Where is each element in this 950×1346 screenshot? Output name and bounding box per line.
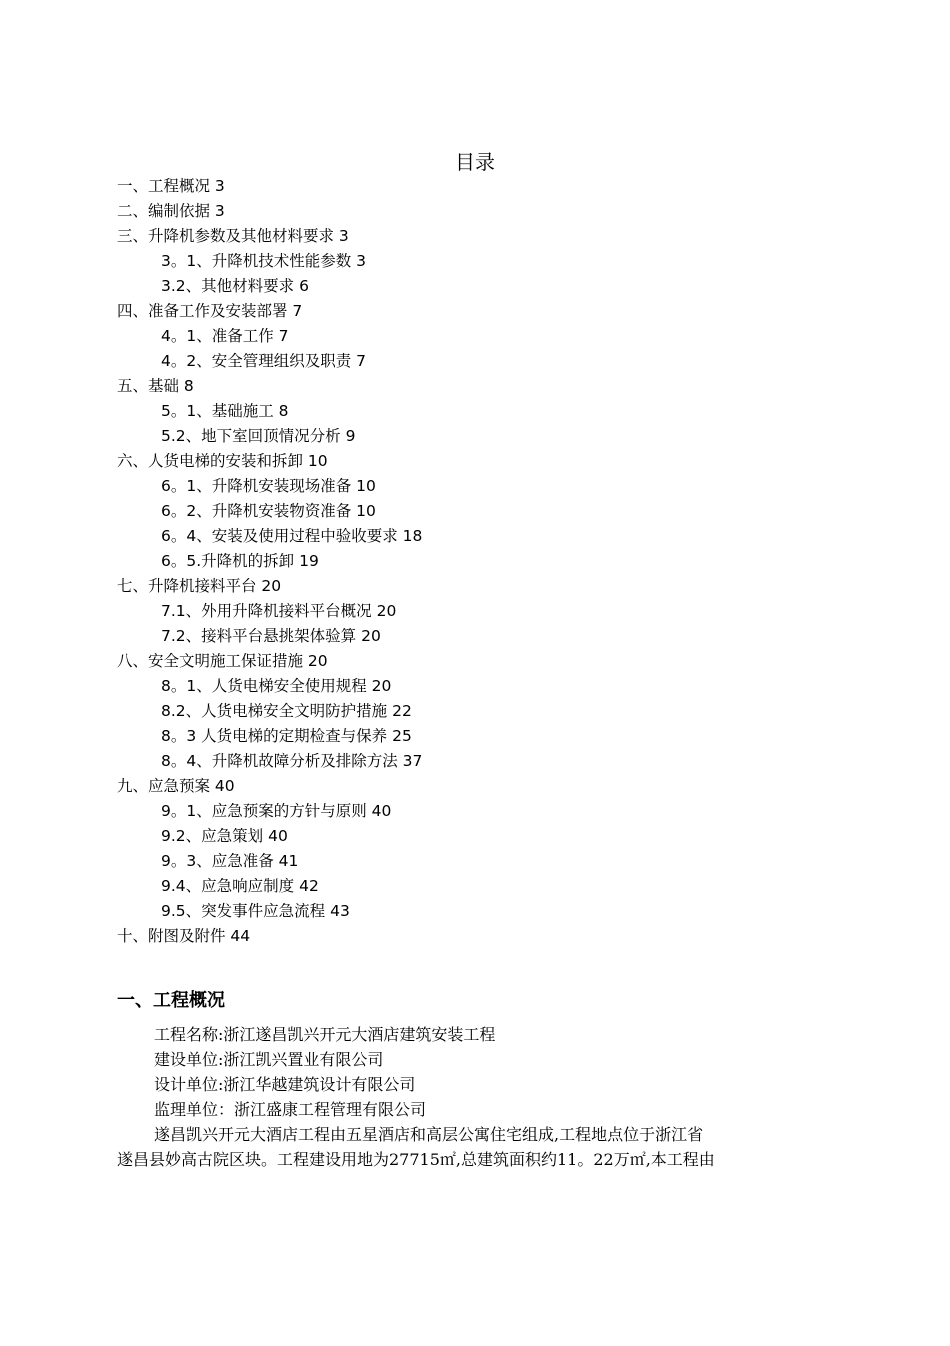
- toc-subentry[interactable]: 6。5.升降机的拆卸 19: [161, 552, 319, 570]
- section-body: [117, 1022, 835, 1172]
- toc-entry[interactable]: 六、人货电梯的安装和拆卸 10: [117, 452, 328, 470]
- toc-entry[interactable]: 八、安全文明施工保证措施 20: [117, 652, 328, 670]
- toc-entry[interactable]: 四、准备工作及安装部署 7: [117, 302, 303, 320]
- paragraph-line: 遂昌凯兴开元大酒店工程由五星酒店和高层公寓住宅组成,工程地点位于浙江省: [154, 1125, 704, 1144]
- toc-subentry[interactable]: 8。3 人货电梯的定期检查与保养 25: [161, 727, 412, 745]
- toc-entry[interactable]: 一、工程概况 3: [117, 177, 225, 195]
- toc-subentry[interactable]: 7.2、接料平台悬挑架体验算 20: [161, 627, 381, 645]
- toc-title: 目录: [455, 150, 495, 174]
- toc-subentry[interactable]: 6。4、安装及使用过程中验收要求 18: [161, 527, 423, 545]
- table-of-contents: [117, 174, 877, 949]
- toc-subentry[interactable]: 6。1、升降机安装现场准备 10: [161, 477, 376, 495]
- toc-subentry[interactable]: 3.2、其他材料要求 6: [161, 277, 309, 295]
- project-name-line: 工程名称:浙江遂昌凯兴开元大酒店建筑安装工程: [154, 1025, 496, 1044]
- supervision-unit-line: 监理单位：浙江盛康工程管理有限公司: [154, 1100, 427, 1119]
- toc-entry[interactable]: 二、编制依据 3: [117, 202, 225, 220]
- toc-subentry[interactable]: 4。1、准备工作 7: [161, 327, 289, 345]
- toc-subentry[interactable]: 9。1、应急预案的方针与原则 40: [161, 802, 392, 820]
- toc-subentry[interactable]: 9.5、突发事件应急流程 43: [161, 902, 350, 920]
- toc-subentry[interactable]: 4。2、安全管理组织及职责 7: [161, 352, 367, 370]
- toc-subentry[interactable]: 5。1、基础施工 8: [161, 402, 289, 420]
- toc-subentry[interactable]: 9.4、应急响应制度 42: [161, 877, 319, 895]
- paragraph-line: 遂昌县妙高古院区块。工程建设用地为27715㎡,总建筑面积约11。22万㎡,本工程由: [117, 1150, 715, 1169]
- toc-subentry[interactable]: 6。2、升降机安装物资准备 10: [161, 502, 376, 520]
- client-unit-line: 建设单位:浙江凯兴置业有限公司: [154, 1050, 384, 1069]
- toc-subentry[interactable]: 5.2、地下室回顶情况分析 9: [161, 427, 356, 445]
- toc-subentry[interactable]: 9.2、应急策划 40: [161, 827, 288, 845]
- toc-subentry[interactable]: 3。1、升降机技术性能参数 3: [161, 252, 367, 270]
- toc-entry[interactable]: 九、应急预案 40: [117, 777, 235, 795]
- toc-subentry[interactable]: 7.1、外用升降机接料平台概况 20: [161, 602, 397, 620]
- toc-entry[interactable]: 三、升降机参数及其他材料要求 3: [117, 227, 349, 245]
- toc-subentry[interactable]: 8.2、人货电梯安全文明防护措施 22: [161, 702, 412, 720]
- toc-subentry[interactable]: 8。1、人货电梯安全使用规程 20: [161, 677, 392, 695]
- toc-subentry[interactable]: 8。4、升降机故障分析及排除方法 37: [161, 752, 423, 770]
- toc-entry[interactable]: 七、升降机接料平台 20: [117, 577, 282, 595]
- section-heading: 一、工程概况: [117, 990, 225, 1011]
- design-unit-line: 设计单位:浙江华越建筑设计有限公司: [154, 1075, 416, 1094]
- toc-subentry[interactable]: 9。3、应急准备 41: [161, 852, 299, 870]
- toc-entry[interactable]: 五、基础 8: [117, 377, 194, 395]
- toc-entry[interactable]: 十、附图及附件 44: [117, 927, 251, 945]
